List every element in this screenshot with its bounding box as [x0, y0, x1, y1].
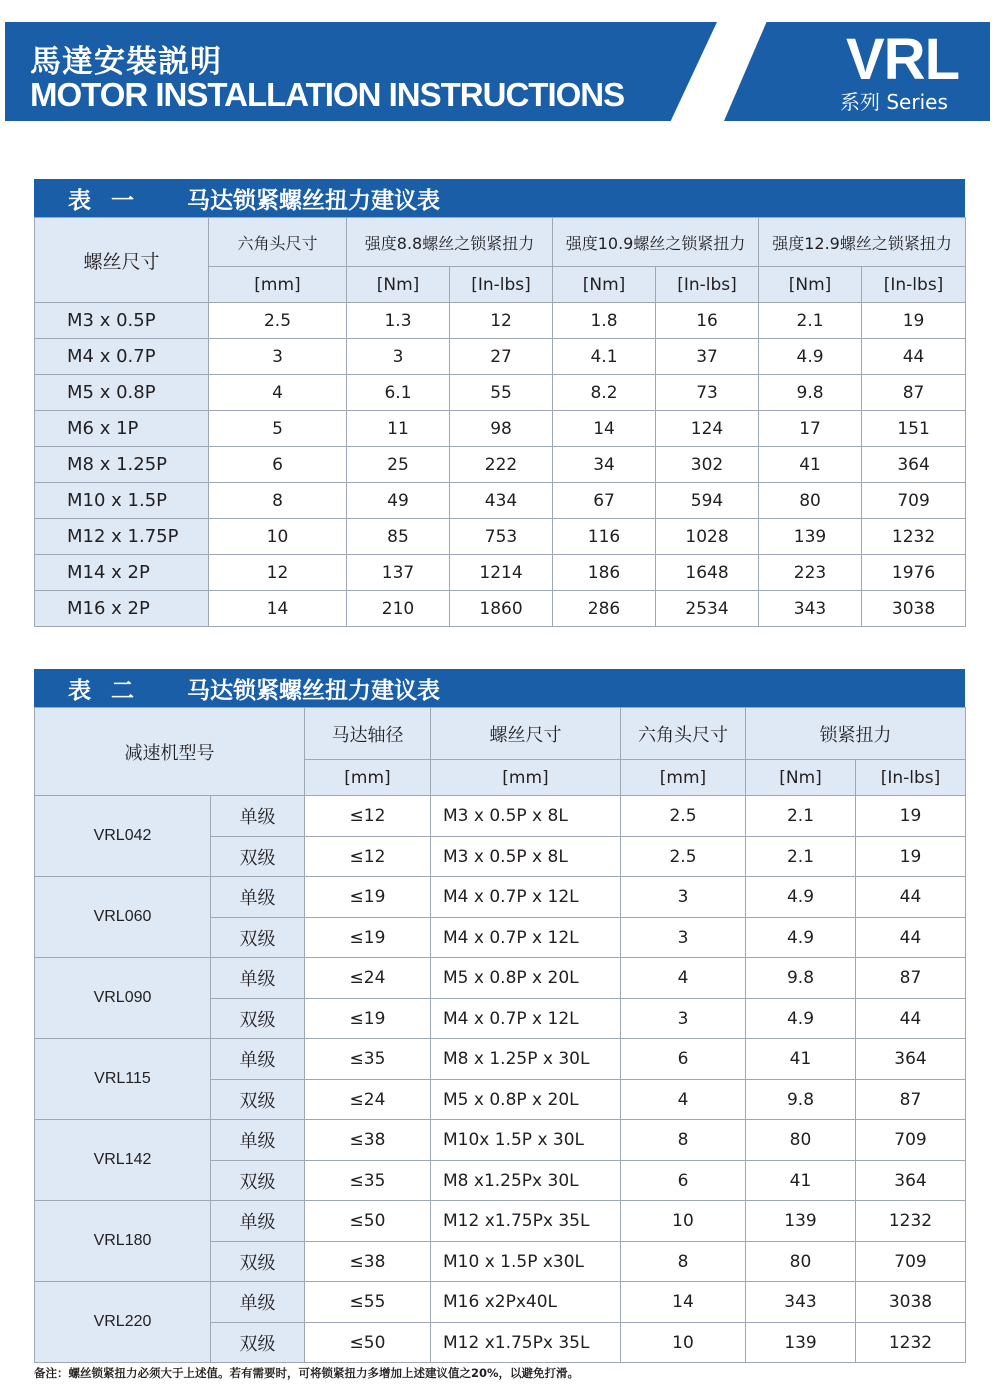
value-cell: 19 — [856, 837, 966, 877]
table-row — [35, 1282, 966, 1323]
value-cell: ≤35 — [305, 1161, 431, 1201]
value-cell: 44 — [856, 999, 966, 1039]
screw-size-cell: M3 x 0.5P x 8L — [431, 796, 621, 837]
value-cell: 1232 — [856, 1323, 966, 1363]
page-title-en: MOTOR INSTALLATION INSTRUCTIONS — [30, 76, 625, 113]
screw-size-cell: M10 x 1.5P — [35, 483, 209, 519]
value-cell: 6.1 — [347, 375, 450, 411]
value-cell: 8.2 — [553, 375, 656, 411]
value-cell: 753 — [450, 519, 553, 555]
value-cell: 3038 — [856, 1282, 966, 1323]
table-2-number: 表 二 — [68, 677, 141, 704]
value-cell: 364 — [856, 1039, 966, 1080]
screw-size-cell: M3 x 0.5P x 8L — [431, 837, 621, 877]
value-cell: 17 — [759, 411, 862, 447]
screw-size-cell: M12 x1.75Px 35L — [431, 1201, 621, 1242]
value-cell: ≤24 — [305, 1080, 431, 1120]
value-cell: 3 — [209, 339, 347, 375]
unit-cell: [Nm] — [759, 267, 862, 303]
table-row — [35, 519, 966, 555]
table-row — [35, 1201, 966, 1242]
value-cell: 87 — [856, 1080, 966, 1120]
table-1-title: 马达锁紧螺丝扭力建议表 — [187, 187, 440, 214]
value-cell: 1.3 — [347, 303, 450, 339]
table-row — [35, 1120, 966, 1161]
col-hex-size: 六角头尺寸 — [621, 708, 746, 760]
table-2-section — [34, 669, 965, 1363]
value-cell: 286 — [553, 591, 656, 627]
value-cell: ≤19 — [305, 877, 431, 918]
screw-size-cell: M12 x 1.75P — [35, 519, 209, 555]
col-grade-12-9: 强度12.9螺丝之锁紧扭力 — [759, 218, 966, 267]
value-cell: 6 — [209, 447, 347, 483]
value-cell: 49 — [347, 483, 450, 519]
value-cell: 302 — [656, 447, 759, 483]
table-1-section — [34, 179, 965, 627]
value-cell: 9.8 — [759, 375, 862, 411]
screw-size-cell: M4 x 0.7P x 12L — [431, 999, 621, 1039]
value-cell: 709 — [856, 1242, 966, 1282]
value-cell: 4.9 — [746, 918, 856, 958]
value-cell: ≤50 — [305, 1323, 431, 1363]
value-cell: 27 — [450, 339, 553, 375]
value-cell: 594 — [656, 483, 759, 519]
value-cell: 124 — [656, 411, 759, 447]
value-cell: 4 — [209, 375, 347, 411]
value-cell: 85 — [347, 519, 450, 555]
value-cell: 4.9 — [746, 877, 856, 918]
unit-cell: [In-lbs] — [656, 267, 759, 303]
value-cell: 10 — [209, 519, 347, 555]
screw-size-cell: M6 x 1P — [35, 411, 209, 447]
value-cell: 44 — [856, 918, 966, 958]
value-cell: 6 — [621, 1161, 746, 1201]
unit-cell: [mm] — [305, 760, 431, 796]
value-cell: 16 — [656, 303, 759, 339]
value-cell: 10 — [621, 1323, 746, 1363]
screw-size-cell: M8 x 1.25P — [35, 447, 209, 483]
value-cell: ≤55 — [305, 1282, 431, 1323]
value-cell: 3 — [621, 999, 746, 1039]
value-cell: 343 — [746, 1282, 856, 1323]
col-locking-torque: 锁紧扭力 — [746, 708, 966, 760]
model-cell: VRL180 — [35, 1201, 211, 1282]
table-row — [35, 483, 966, 519]
value-cell: 2.1 — [746, 796, 856, 837]
value-cell: ≤35 — [305, 1039, 431, 1080]
value-cell: 11 — [347, 411, 450, 447]
value-cell: 80 — [759, 483, 862, 519]
value-cell: 12 — [450, 303, 553, 339]
screw-size-cell: M5 x 0.8P x 20L — [431, 1080, 621, 1120]
screw-size-cell: M8 x1.25Px 30L — [431, 1161, 621, 1201]
value-cell: 223 — [759, 555, 862, 591]
table-row — [35, 1039, 966, 1080]
screw-size-cell: M8 x 1.25P x 30L — [431, 1039, 621, 1080]
value-cell: 14 — [553, 411, 656, 447]
screw-size-cell: M12 x1.75Px 35L — [431, 1323, 621, 1363]
value-cell: ≤19 — [305, 918, 431, 958]
value-cell: 19 — [856, 796, 966, 837]
unit-cell: [mm] — [621, 760, 746, 796]
screw-size-cell: M16 x2Px40L — [431, 1282, 621, 1323]
stage-cell: 单级 — [211, 1120, 305, 1161]
screw-size-cell: M14 x 2P — [35, 555, 209, 591]
stage-cell: 单级 — [211, 796, 305, 837]
value-cell: 14 — [209, 591, 347, 627]
torque-table-2 — [34, 707, 966, 1363]
col-screw-size: 螺丝尺寸 — [431, 708, 621, 760]
value-cell: 44 — [856, 877, 966, 918]
value-cell: 2.1 — [759, 303, 862, 339]
stage-cell: 双级 — [211, 918, 305, 958]
table-row — [35, 447, 966, 483]
value-cell: 343 — [759, 591, 862, 627]
stage-cell: 单级 — [211, 1039, 305, 1080]
value-cell: ≤38 — [305, 1120, 431, 1161]
value-cell: 55 — [450, 375, 553, 411]
table-row — [35, 591, 966, 627]
value-cell: 3 — [621, 918, 746, 958]
screw-size-cell: M10x 1.5P x 30L — [431, 1120, 621, 1161]
unit-cell: [mm] — [209, 267, 347, 303]
screw-size-cell: M4 x 0.7P x 12L — [431, 877, 621, 918]
value-cell: 10 — [621, 1201, 746, 1242]
value-cell: 1232 — [856, 1201, 966, 1242]
value-cell: 1028 — [656, 519, 759, 555]
value-cell: 116 — [553, 519, 656, 555]
value-cell: 2.5 — [621, 796, 746, 837]
value-cell: 709 — [862, 483, 966, 519]
stage-cell: 单级 — [211, 1201, 305, 1242]
value-cell: 9.8 — [746, 958, 856, 999]
value-cell: 222 — [450, 447, 553, 483]
stage-cell: 双级 — [211, 837, 305, 877]
unit-cell: [mm] — [431, 760, 621, 796]
value-cell: ≤24 — [305, 958, 431, 999]
value-cell: 41 — [746, 1039, 856, 1080]
value-cell: 80 — [746, 1120, 856, 1161]
screw-size-cell: M4 x 0.7P — [35, 339, 209, 375]
stage-cell: 单级 — [211, 1282, 305, 1323]
value-cell: 2.5 — [209, 303, 347, 339]
stage-cell: 单级 — [211, 958, 305, 999]
stage-cell: 双级 — [211, 1242, 305, 1282]
stage-cell: 单级 — [211, 877, 305, 918]
unit-cell: [Nm] — [553, 267, 656, 303]
table-1-number: 表 一 — [68, 187, 141, 214]
model-cell: VRL090 — [35, 958, 211, 1039]
value-cell: ≤38 — [305, 1242, 431, 1282]
value-cell: 1.8 — [553, 303, 656, 339]
value-cell: 37 — [656, 339, 759, 375]
value-cell: 2534 — [656, 591, 759, 627]
value-cell: 364 — [856, 1161, 966, 1201]
stage-cell: 双级 — [211, 1161, 305, 1201]
series-label: 系列 Series — [840, 90, 948, 114]
table-row — [35, 958, 966, 999]
screw-size-cell: M4 x 0.7P x 12L — [431, 918, 621, 958]
value-cell: 87 — [856, 958, 966, 999]
table-1-title-bar — [34, 179, 965, 217]
screw-size-cell: M5 x 0.8P — [35, 375, 209, 411]
value-cell: 434 — [450, 483, 553, 519]
table-row — [35, 339, 966, 375]
screw-size-cell: M10 x 1.5P x30L — [431, 1242, 621, 1282]
value-cell: 1860 — [450, 591, 553, 627]
value-cell: 87 — [862, 375, 966, 411]
table-row — [35, 411, 966, 447]
value-cell: ≤12 — [305, 837, 431, 877]
value-cell: 3038 — [862, 591, 966, 627]
value-cell: 186 — [553, 555, 656, 591]
model-cell: VRL142 — [35, 1120, 211, 1201]
screw-size-cell: M3 x 0.5P — [35, 303, 209, 339]
col-reducer-model: 减速机型号 — [35, 708, 305, 796]
footnote: 备注：螺丝锁紧扭力必须大于上述值。若有需要时，可将锁紧扭力多增加上述建议值之20%，以避免打滑。 — [34, 1366, 580, 1380]
value-cell: 98 — [450, 411, 553, 447]
value-cell: 19 — [862, 303, 966, 339]
table-row — [35, 796, 966, 837]
col-grade-10-9: 强度10.9螺丝之锁紧扭力 — [553, 218, 759, 267]
value-cell: 4 — [621, 958, 746, 999]
value-cell: 1976 — [862, 555, 966, 591]
torque-table-1 — [34, 217, 966, 627]
value-cell: 4.9 — [759, 339, 862, 375]
stage-cell: 双级 — [211, 999, 305, 1039]
value-cell: 3 — [347, 339, 450, 375]
col-grade-8-8: 强度8.8螺丝之锁紧扭力 — [347, 218, 553, 267]
value-cell: 139 — [746, 1201, 856, 1242]
value-cell: 9.8 — [746, 1080, 856, 1120]
value-cell: 2.1 — [746, 837, 856, 877]
value-cell: 364 — [862, 447, 966, 483]
value-cell: 151 — [862, 411, 966, 447]
value-cell: ≤50 — [305, 1201, 431, 1242]
model-cell: VRL220 — [35, 1282, 211, 1363]
value-cell: 34 — [553, 447, 656, 483]
value-cell: 80 — [746, 1242, 856, 1282]
model-cell: VRL060 — [35, 877, 211, 958]
value-cell: 67 — [553, 483, 656, 519]
value-cell: 4 — [621, 1080, 746, 1120]
value-cell: 25 — [347, 447, 450, 483]
screw-size-cell: M5 x 0.8P x 20L — [431, 958, 621, 999]
value-cell: 41 — [746, 1161, 856, 1201]
value-cell: 8 — [209, 483, 347, 519]
col-shaft-diameter: 马达轴径 — [305, 708, 431, 760]
value-cell: 139 — [759, 519, 862, 555]
value-cell: 12 — [209, 555, 347, 591]
page-title-cn: 馬達安裝説明 — [30, 44, 222, 80]
value-cell: 2.5 — [621, 837, 746, 877]
model-cell: VRL115 — [35, 1039, 211, 1120]
table-row — [35, 375, 966, 411]
value-cell: 1232 — [862, 519, 966, 555]
value-cell: 44 — [862, 339, 966, 375]
table-2-title-bar — [34, 669, 965, 707]
value-cell: 14 — [621, 1282, 746, 1323]
value-cell: 6 — [621, 1039, 746, 1080]
value-cell: 709 — [856, 1120, 966, 1161]
value-cell: 73 — [656, 375, 759, 411]
table-row — [35, 555, 966, 591]
value-cell: 210 — [347, 591, 450, 627]
value-cell: 3 — [621, 877, 746, 918]
value-cell: 41 — [759, 447, 862, 483]
unit-cell: [Nm] — [746, 760, 856, 796]
stage-cell: 双级 — [211, 1080, 305, 1120]
unit-cell: [In-lbs] — [856, 760, 966, 796]
unit-cell: [In-lbs] — [862, 267, 966, 303]
table-2-title: 马达锁紧螺丝扭力建议表 — [187, 677, 440, 704]
value-cell: 8 — [621, 1120, 746, 1161]
value-cell: ≤12 — [305, 796, 431, 837]
table-row — [35, 877, 966, 918]
value-cell: 8 — [621, 1242, 746, 1282]
model-cell: VRL042 — [35, 796, 211, 877]
value-cell: 1214 — [450, 555, 553, 591]
stage-cell: 双级 — [211, 1323, 305, 1363]
value-cell: 1648 — [656, 555, 759, 591]
value-cell: 137 — [347, 555, 450, 591]
value-cell: 139 — [746, 1323, 856, 1363]
value-cell: 4.9 — [746, 999, 856, 1039]
table-row — [35, 303, 966, 339]
unit-cell: [Nm] — [347, 267, 450, 303]
value-cell: ≤19 — [305, 999, 431, 1039]
value-cell: 4.1 — [553, 339, 656, 375]
series-code: VRL — [846, 27, 959, 92]
unit-cell: [In-lbs] — [450, 267, 553, 303]
value-cell: 5 — [209, 411, 347, 447]
screw-size-cell: M16 x 2P — [35, 591, 209, 627]
col-screw-size: 螺丝尺寸 — [35, 218, 209, 303]
col-hex-size: 六角头尺寸 — [209, 218, 347, 267]
